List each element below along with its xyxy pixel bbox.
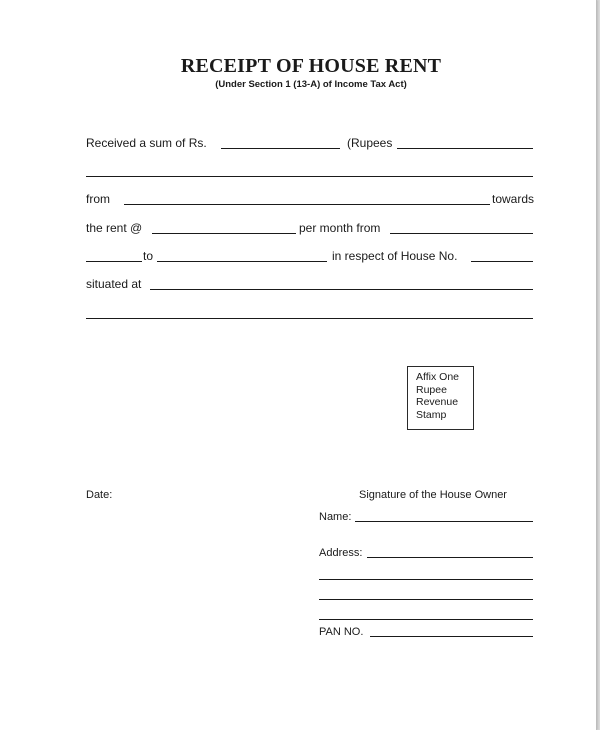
- towards-label: towards: [492, 192, 535, 206]
- situated-at-label: situated at: [86, 277, 142, 291]
- address-label: Address:: [319, 547, 363, 559]
- from-label: from: [86, 192, 110, 206]
- rent-amount-blank[interactable]: [152, 233, 296, 234]
- received-sum-label: Received a sum of Rs.: [86, 136, 207, 150]
- stamp-line: Affix One: [416, 371, 459, 383]
- house-no-label: in respect of House No.: [332, 249, 458, 263]
- rent-label: the rent @: [86, 221, 143, 235]
- period-start-continuation-blank[interactable]: [86, 261, 142, 262]
- address-line-3[interactable]: [319, 599, 533, 600]
- owner-name-blank[interactable]: [355, 521, 533, 522]
- pan-label: PAN NO.: [319, 626, 364, 638]
- house-no-blank[interactable]: [471, 261, 533, 262]
- name-label: Name:: [319, 511, 352, 523]
- stamp-line: Revenue: [416, 396, 459, 408]
- signature-label: Signature of the House Owner: [359, 489, 507, 501]
- date-label: Date:: [86, 489, 113, 501]
- rupees-continuation-blank[interactable]: [86, 176, 533, 177]
- stamp-instructions: [416, 371, 459, 421]
- rupees-label: (Rupees: [347, 136, 393, 150]
- location-continuation-blank[interactable]: [86, 318, 533, 319]
- per-month-from-label: per month from: [299, 221, 381, 235]
- rupees-words-blank[interactable]: [397, 148, 533, 149]
- payer-name-blank[interactable]: [124, 204, 490, 205]
- period-end-blank[interactable]: [157, 261, 327, 262]
- address-line-4[interactable]: [319, 619, 533, 620]
- stamp-line: Stamp: [416, 408, 447, 421]
- address-line-1[interactable]: [367, 557, 533, 558]
- amount-blank[interactable]: [221, 148, 340, 149]
- receipt-title: RECEIPT OF HOUSE RENT: [180, 55, 442, 77]
- revenue-stamp-box: [407, 366, 474, 430]
- location-blank[interactable]: [150, 289, 533, 290]
- address-line-2[interactable]: [319, 579, 533, 580]
- to-label: to: [143, 249, 154, 263]
- receipt-subtitle: (Under Section 1 (13-A) of Income Tax Act): [215, 79, 407, 90]
- stamp-line: Rupee: [416, 383, 447, 396]
- pan-blank[interactable]: [370, 636, 533, 637]
- period-start-blank[interactable]: [390, 233, 533, 234]
